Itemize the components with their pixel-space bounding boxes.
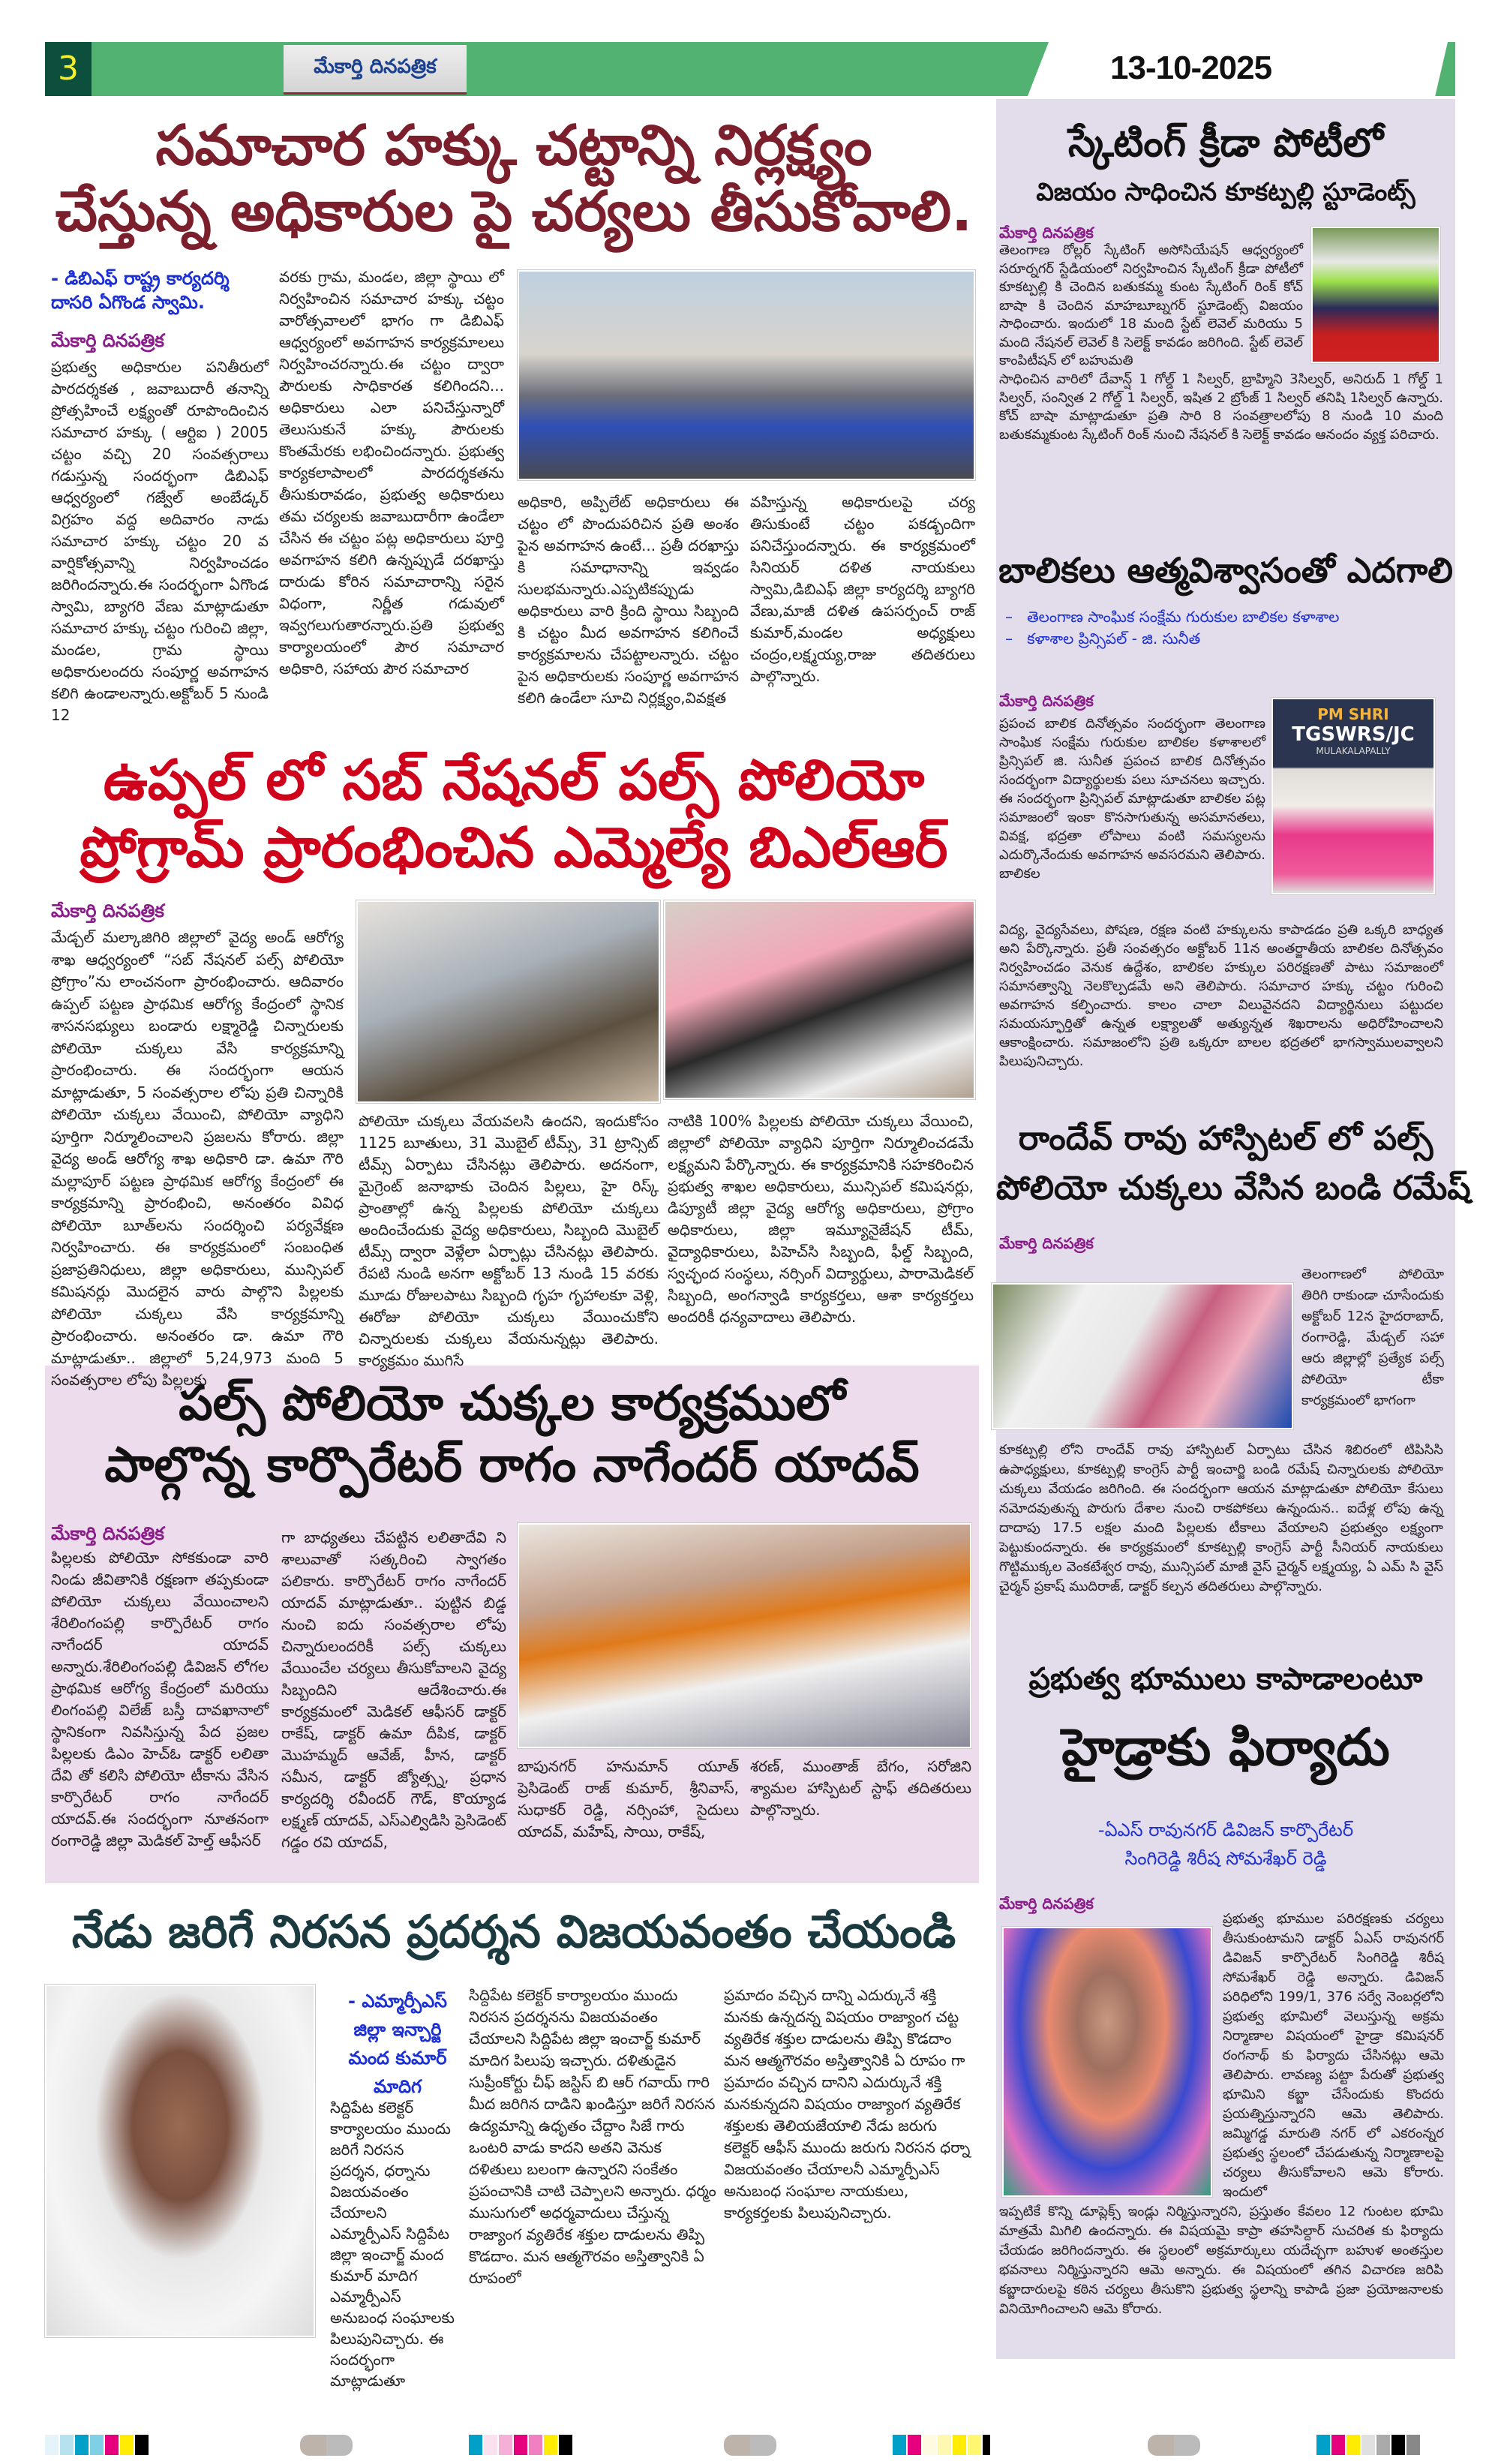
byline: మేకార్తి దినపత్రిక <box>51 900 164 921</box>
article1-col4: వహిస్తున్న అధికారులపై చర్య తిసుకుంటే చట్టం పకడ్బందిగా పనిచేస్తుందన్నారు. ఈ కార్యక్రమంలో సినియర్ దళిత నాయకులు స్వామి,డిబిఎఫ్ జిల్లా కార్యదర్శి బ్యాగరి వేణు,మాజీ దళిత ఉపసర్పంచ్ రాజ్ కుమార్,మండల అధ్యక్షులు చంద్రం,లక్ష్మయ్య,రాజు తదితరులు పాల్గొన్నారు. <box>750 493 975 685</box>
headline-line: పల్స్ పోలియో చుక్కల కార్యక్రములో <box>179 1376 845 1432</box>
article4-subhead: - ఎమ్మార్పీఎస్ జిల్లా ఇన్చార్జి మంద కుమార్ మాదిగ <box>348 1991 447 2097</box>
article3-photo <box>518 1523 971 1748</box>
side4-body-bottom: ఇప్పటికే కొన్ని డూప్లెక్స్ ఇండ్లు నిర్మిస్తున్నారని, ప్రస్తుతం కేవలం 12 గుంటల భూమి మాత్రమే మిగిలి ఉందన్నారు. ఈ విషయమై కాప్రా తహసిల్దార్ సుచరిత కు ఫిర్యాదు చేయడం జరిగిందన్నారు. ఈ స్థలంలో అక్రమార్కులు యదేచ్ఛగా బహుళ అంతస్తుల భవనాలు నిర్మిస్తున్నారని ఆమె అన్నారు. ఈ విషయంలో తగిన విచారణ జరిపి కబ్జాదారులపై కఠిన చర్యలు తీసుకొని ప్రభుత్వ స్థలాన్ని కాపాడి ప్రజా ప్రయోజనాలకు వినియోగించాలని ఆమె కోరారు. <box>999 2204 1443 2317</box>
headline-line: పోలియో చుక్కలు వేసిన బండి రమేష్ <box>996 1169 1471 1207</box>
headline-line: చేస్తున్న అధికారుల పై చర్యలు తీసుకోవాలి. <box>55 179 973 244</box>
article4-col1: సిద్దిపేట కలెక్టర్ కార్యాలయం ముందు జరిగే నిరసన ప్రదర్శన, ధర్నాను విజయవంతం చేయాలని ఎమ్మార్పీఎస్ సిద్దిపేట జిల్లా ఇంచార్జ్ మంద కుమార్ మాదిగ ఎమ్మార్పీఎస్ అనుబంధ సంఘాలకు పిలుపునిచ్చారు. ఈ సందర్భంగా మాట్లాడుతూ <box>330 2099 455 2390</box>
article1-col1: ప్రభుత్వ అధికారుల పనితీరులో పారదర్శకత , జవాబుదారీ తనాన్ని ప్రోత్సహించే లక్ష్యంతో రూపొందించిన సమాచార హక్కు ( ఆర్టిఐ ) 2005 చట్టం వచ్చి 20 సంవత్సరాలు గడుస్తున్న సందర్భంగా డిబిఎఫ్ ఆధ్వర్యంలో గజ్వేల్ అంబేడ్కర్ విగ్రహం వద్ద అదివారం నాడు సమాచార హక్కు చట్టం 20 వ వార్షికోత్సవాన్ని నిర్వహించడం జరిగిందన్నారు.ఈ సందర్భంగా ఏగొండ స్వామి, బ్యాగరి వేణు మాట్లాడుతూ సమాచార హక్కు చట్టం గురించి జిల్లా, మండల, గ్రామ స్థాయి అధికారులందరు సంపూర్ణ అవగాహన కలిగి ఉండాలన్నారు.అక్టోబర్ 5 నుండి 12 <box>51 358 269 724</box>
byline: మేకార్తి దినపత్రిక <box>999 1895 1094 1913</box>
article3-caption-col1: బాపునగర్ హనుమాన్ యూత్ ప్రెసిడెంట్ రాజ్ కుమార్, శ్రీనివాస్, సుధాకర్ రెడ్డి, నర్సింహా, సైదులు యాదవ్, మహేష్, సాయి, రాకేష్, <box>518 1757 739 1840</box>
side4-subhead <box>996 1816 1455 1873</box>
article4-col2: సిద్దిపేట కలెక్టర్ కార్యాలయం ముందు నిరసన ప్రదర్శనను విజయవంతం చేయాలని సిద్దిపేట జిల్లా ఇంచార్జ్ కుమార్ మాదిగ పిలుపు ఇచ్చారు. దళితుడైన సుప్రీంకోర్టు చీఫ్ జస్టిస్ బి ఆర్ గవాయ్ గారి మీద జరిగిన దాడిని ఖండిస్తూ జరిగే నిరసన ఉద్యమాన్ని ఉధృతం చేద్దాం సిజే గారు ఒంటరి వాడు కాదని అతని వెనుక దళితులు బలంగా ఉన్నారని సంకేతం ప్రపంచానికి చాటి చెప్పాలని అన్నారు. ధర్మం ముసుగులో అధర్మవాదులు చేస్తున్న రాజ్యాంగ వ్యతిరేక శక్తుల దాడులను తిప్పి కొడదాం. మన ఆత్మగౌరవం అస్తిత్వానికి ఏ రూపంలో <box>469 1986 716 2287</box>
headline-line: రాందేవ్ రావు హాస్పిటల్ లో పల్స్ <box>1018 1119 1433 1158</box>
article4-headline[interactable]: నేడు జరిగే నిరసన ప్రదర్శన విజయవంతం చేయండి <box>71 1906 956 1958</box>
article3-col2: గా బాధ్యతలు చేపట్టిన లలితాదేవి ని శాలువాతో సత్కరించి స్వాగతం పలికారు. కార్పొరేటర్ రాగం నాగేందర్ యాదవ్ మాట్లాడుతూ.. పుట్టిన బిడ్డ నుంచి ఐదు సంవత్సరాల లోపు చిన్నారులందరికీ పల్స్ చుక్కలు వేయించేల చర్యలు తీసుకోవాలని వైద్య సిబ్బందిని ఆదేశించారు.ఈ కార్యక్రమంలో మెడికల్ ఆఫీసర్ డాక్టర్ రాకేష్, డాక్టర్ ఉమా దీపిక, డాక్టర్ మొహమ్మద్ ఆవేజ్, హీన, డాక్టర్ సమీన, డాక్టర్ జ్యోత్స్న, ప్రధాన కార్యదర్శి రవీందర్ గౌడ్, కొయ్యాడ లక్ష్మణ్ యాదవ్, ఎస్ఎల్విడిసి ప్రెసిడెంట్ గడ్డం రవి యాదవ్, <box>281 1528 506 1851</box>
color-bar <box>1316 2435 1421 2455</box>
byline: మేకార్తి దినపత్రిక <box>999 1234 1094 1252</box>
article2-col1: మేడ్చల్ మల్కాజిగిరి జిల్లాలో వైద్య అండ్ ఆరోగ్య శాఖ ఆధ్వర్యంలో “సబ్ నేషనల్ పల్స్ పోలియో ప్రోగ్రాం”ను లాంచనంగా ప్రారంభించారు. ఆదివారం ఉప్పల్ పట్టణ ప్రాథమిక ఆరోగ్య కేంద్రంలో స్థానిక శాసనసభ్యులు బండారు లక్ష్మారెడ్డి చిన్నారులకు పోలియో చుక్కలు వేసి కార్యక్రమాన్ని ప్రారంభించారు. ఈ సందర్భంగా ఆయన మాట్లాడుతూ, 5 సంవత్సరాల లోపు ప్రతి చిన్నారికి పోలియో చుక్కలు వేయించి, పోలియో వ్యాధిని పూర్తిగా నిర్మూలించాలని ప్రజలను కోరారు. జిల్లా వైద్య అండ్ ఆరోగ్య శాఖ అధికారి డా. ఉమా గౌరి మల్లాపూర్ పట్టణ ప్రాథమిక ఆరోగ్య కేంద్రంలో ఈ కార్యక్రమాన్ని ప్రారంభించి, అనంతరం వివిధ పోలియో బూత్‌లను సందర్శించి పర్యవేక్షణ నిర్వహించారు. ఈ కార్యక్రమంలో సంబంధిత ప్రజాప్రతినిధులు, జిల్లా అధికారులు, మున్సిపల్ కమిషనర్లు మొదలైన వారు పాల్గొని పిల్లలకు పోలియో చుక్కలు వేసి కార్యక్రమాన్ని ప్రారంభించారు. అనంతరం డా. ఉమా గౌరి మాట్లాడుతూ.. జిల్లాలో 5,24,973 మంది 5 సంవత్సరాల లోపు పిల్లలకు <box>51 928 344 1389</box>
page-number: 3 <box>45 42 92 96</box>
side4-corporator-photo <box>1002 1927 1212 2197</box>
color-bar <box>469 2435 574 2455</box>
registration-mark <box>300 2435 353 2456</box>
byline: మేకార్తి దినపత్రిక <box>51 1523 164 1544</box>
article3-caption-col2: శరణ్, ముంతాజ్ బేగం, సరోజిని శ్యామల హాస్పిటల్ స్టాఫ్ తదితరులు పాల్గొన్నారు. <box>750 1757 971 1819</box>
headline-line: సమాచార హక్కు చట్టాన్ని నిర్లక్ష్యం <box>155 113 872 178</box>
side1-headline-line2[interactable]: విజయం సాధించిన కూకట్పల్లి స్టూడెంట్స్ <box>1036 177 1415 206</box>
color-bar <box>45 2435 150 2455</box>
bullet-item: – తెలంగాణ సాంఘిక సంక్షేమ గురుకుల బాలికల కళాశాల <box>1005 608 1340 626</box>
headline-line: ఉప్పల్ లో సబ్ నేషనల్ పల్స్ పోలియో <box>103 748 925 813</box>
side1-body-bottom: సాధించిన వారిలో దేవాన్ష్ 1 గోల్డ్ 1 సిల్వర్, బ్రాహ్మిని 3సిల్వర్, అనిరుద్ 1 గోల్డ్ 1 సిల్వర్, సంన్విత 2 గోల్డ్ 1 సిల్వర్, ఇషిత 2 బ్రోంజ్ 1 సిల్వర్ తనిషి 1సిల్వర్ ఉన్నారు. కోచ్ బాషా మాట్లాడుతూ ప్రతి సారి 8 సంవత్రాలలోపు 8 నుండి 10 మంది బతుకమ్మకుంట స్కేటింగ్ రింక్ నుంచి నేషనల్ కి సెలెక్ట్ కావడం ఆనందం వ్యక్త పరిచారు. <box>999 371 1443 443</box>
byline: మేకార్తి దినపత్రిక <box>999 692 1094 710</box>
newspaper-logo[interactable]: మేకార్తి దినపత్రిక <box>284 45 467 95</box>
article2-photo-right <box>664 900 975 1099</box>
side2-bullets <box>1005 606 1448 650</box>
bullet-text: తెలంగాణ సాంఘిక సంక్షేమ గురుకుల బాలికల కళాశాల <box>1027 608 1340 626</box>
photo-sign-line: MULAKALAPALLY <box>1316 746 1391 756</box>
side2-headline[interactable]: బాలికలు ఆత్మవిశ్వాసంతో ఎదగాలి <box>998 550 1453 590</box>
side4-headline[interactable]: హైడ్రాకు ఫిర్యాదు <box>1061 1718 1390 1777</box>
side2-body-bottom: విద్య, వైద్యసేవలు, పోషణ, రక్షణ వంటి హక్కులను కాపాడడం ప్రతి ఒక్కరి బాధ్యత అని పేర్కొన్నారు. ప్రతీ సంవత్సరం అక్టోబర్ 11న అంతర్జాతీయ బాలికల దినోత్సవం నిర్వహించడం వెనుక ఉద్దేశం, బాలికల హక్కుల పరిరక్షణతో పాటు సమాజంలో సమానత్వాన్ని నెలకొల్పడమే అని తెలిపారు. సమాచార హక్కు చట్టం గురించి అవగాహన కల్పించారు. కాలం చాలా విలువైనదని విద్యార్థినులు పట్టుదల సమయస్ఫూర్తితో ఉన్నత లక్ష్యాలతో అత్యున్నత శిఖరాలను అధిరోహించాలని ఆకాంక్షించారు. సమాజంలోని ప్రతి ఒక్కరూ బాలల భద్రతలో భాగస్వాములవ్వాలని పిలుపునిచ్చారు. <box>999 922 1443 1069</box>
article1-photo <box>518 270 975 480</box>
article1-headline[interactable] <box>45 113 983 245</box>
bullet-item: – కళాశాల ప్రిన్సిపల్ - జి. సునీత <box>1005 630 1201 648</box>
article3-headline[interactable] <box>45 1373 979 1496</box>
article2-photo-left <box>356 900 660 1103</box>
side3-body-top: తెలంగాణలో పోలియో తిరిగి రాకుండా చూసేందుకు అక్టోబర్ 12న హైదరాబాద్, రంగారెడ్డి, మేడ్చల్ సహా ఆరు జిల్లాల్లో ప్రత్యేక పల్స్ పోలియో టీకా కార్యక్రమంలో భాగంగా <box>1301 1267 1444 1408</box>
article4-portrait-photo <box>45 1985 315 2337</box>
side1-headline-line1[interactable]: స్కేటింగ్ క్రీడా పోటీలో <box>1067 121 1384 166</box>
article2-col2: పోలియో చుక్కలు వేయవలసి ఉందని, ఇందుకోసం 1125 బూతులు, 31 మొబైల్ టీమ్స్, 31 ట్రాన్సిట్ టీమ్స్ ఏర్పాటు చేసినట్లు తెలిపారు. అదనంగా, మైగ్రెంట్ జనాభాకు చెందిన పిల్లలు, హై రిస్క్ ప్రాంతాల్లో ఉన్న పిల్లలకు పోలియో చుక్కలు అందించేందుకు వైద్య అధికారులు, సిబ్బంది మొబైల్ టీమ్స్ ద్వారా వెళ్లేలా ఏర్పాట్లు చేసినట్లు తెలిపారు. రేపటి నుండి అనగా అక్టోబర్ 13 నుండి 15 వరకు మూడు రోజులపాటు సిబ్బంది గృహ గృహాలకూ వెళ్లి, ఈరోజు పోలియో చుక్కలు వేయించుకోని చిన్నారులకు చుక్కలు వేయనున్నట్లు తెలిపారు. కార్యక్రమం ముగిసే <box>359 1112 659 1369</box>
article1-col3: అధికారి, అప్పిలేట్ అధికారులు ఈ చట్టం లో పొందుపరిచిన ప్రతి అంశం పైన అవగాహన ఉంటే... ప్రతీ దరఖాస్తు కి సమాధానాన్ని ఇవ్వడం సులభమన్నారు.ఎప్పటికప్పుడు అధికారులు వారి క్రింది స్థాయి సిబ్బంది కి చట్టం మీద అవగాహన కలిగించే కార్యక్రమాలను చేపట్టాలన్నారు. చట్టం పైన అధికారులకు సంపూర్ణ అవగాహన కలిగి ఉండేలా సూచి నిర్లక్ష్యం,వివక్షత <box>518 493 739 707</box>
side4-body-top: ప్రభుత్వ భూముల పరిరక్షణకు చర్యలు తీసుకుంటామని డాక్టర్ ఏఎస్ రావునగర్ డివిజన్ కార్పొరేటర్ సింగిరెడ్డి శిరీష సోమశేఖర్ రెడ్డి అన్నారు. డివిజన్ పరిధిలోని 199/1, 376 సర్వే నెంబర్లలోని ప్రభుత్వ భూమిలో వెలుస్తున్న అక్రమ నిర్మాణాల విషయంలో హైడ్రా కమిషనర్ రంగనాథ్ కు ఫిర్యాదు చేసినట్లు ఆమె తెలిపారు. లావణ్య పట్టా పేరుతో ప్రభుత్వ భూమిని కబ్జా చేసేందుకు కొందరు ప్రయత్నిస్తున్నారని ఆమె తెలిపారు. జమ్మిగడ్డ మారుతి నగర్ లో ఎకరంన్నర ప్రభుత్వ స్థలంలో చేపడుతున్న నిర్మాణాలపై చర్యలు తీసుకోవాలని ఆమె కోరారు. ఇందులో <box>1223 1911 1444 2200</box>
side2-body-top: ప్రపంచ బాలిక దినోత్సవం సందర్భంగా తెలంగాణ సాంఘిక సంక్షేమ గురుకుల బాలికల కళాశాలలో ప్రిన్సిపల్ జి. సునీత ప్రపంచ బాలిక దినోత్సవం సందర్భంగా విద్యార్థులకు పలు సూచనలు ఇచ్చారు. ఈ సందర్భంగా ప్రిన్సిపల్ మాట్లాడుతూ బాలికల పట్ల సమాజంలో ఇంకా కొనసాగుతున్న అసమానతలు, వివక్ష, భద్రతా లోపాలు వంటి సమస్యలను ఎదుర్కొనేందుకు అవగాహన అవసరమని తెలిపారు. బాలికల <box>999 716 1265 882</box>
article1-col2: వరకు గ్రామ, మండల, జిల్లా స్థాయి లో నిర్వహించిన సమాచార హక్కు చట్టం వారోత్సవాలలో భాగం గా డిబిఎఫ్ ఆధ్వర్యంలో అవగాహన కార్యక్రమాలలు నిర్వహించరన్నారు.ఈ చట్టం ద్వారా పౌరులకు సాధికారత కలిగిందని... అధికారులు ఎలా పనిచేస్తున్నారో తెలుసుకునే హక్కు పౌరులకు కొంతమేరకు లభించిందన్నారు. ప్రభుత్వ కార్యకలాపాలలో పారదర్శకతను తీసుకురావడం, ప్రభుత్వ అధికారులు తమ చర్యలకు జవాబుదారీగా ఉండేలా చేసిన ఈ చట్టం పట్ల అధికారులు పూర్తి అవగాహన కలిగి ఉన్నప్పుడే దరఖాస్తు దారుడు కోరిన సమాచారాన్ని సరైన విధంగా, నిర్ణీత గడువులో ఇవ్వగలుగుతారన్నారు.ప్రతి ప్రభుత్వ కార్యాలయంలో పౌర సమాచార అధికారి, సహాయ పౌర సమాచార <box>279 268 504 678</box>
byline: మేకార్తి దినపత్రిక <box>51 330 164 351</box>
side3-body-bottom: కూకట్పల్లి లోని రాందేవ్ రావు హాస్పిటల్ ఏర్పాటు చేసిన శిబిరంలో టిపిసిసి ఉపాధ్యక్షులు, కూకట్పల్లి కాంగ్రెస్ పార్టీ ఇంచార్జి బండి రమేష్ చిన్నారులకు పోలియో చుక్కలు వేయడం జరిగింది. ఈ సందర్భంగా ఆయన మాట్లాడుతూ పోలియో కేసులు నమోదవుతున్న పొరుగు దేశాల నుంచి రాకపోకలు ఉన్నందున.. ఐదేళ్ల లోపు ఉన్న దాదాపు 17.5 లక్షల మంది పిల్లలకు టీకాలు వేయాలని ప్రభుత్వం లక్ష్యంగా పెట్టుకుందన్నారు. ఈ కార్యక్రమంలో కూకట్పల్లి కాంగ్రెస్ పార్టీ సీనియర్ నాయకులు గొట్టిముక్కల వెంకటేశ్వర రావు, మున్సిపల్ మాజీ వైస్ చైర్మన్ లక్ష్మయ్య, ఏ ఎమ్ సి వైస్ చైర్మన్ ప్రకాష్ ముదిరాజ్, డాక్టర్ కల్పన తదితరులు పాల్గొన్నారు. <box>999 1442 1443 1594</box>
article1-subhead: - డిబిఎఫ్ రాష్ట్ర కార్యదర్శి దాసరి ఏగొండ స్వామి. <box>51 268 230 313</box>
headline-line: ప్రోగ్రామ్ ప్రారంభించిన ఎమ్మెల్యే బిఎల్ఆర్ <box>80 816 948 880</box>
photo-sign-line: TGSWRS/JC <box>1292 723 1415 746</box>
side1-skaters-photo <box>1311 227 1440 363</box>
bullet-text: కళాశాల ప్రిన్సిపల్ - జి. సునీత <box>1027 630 1201 648</box>
side3-polio-photo <box>992 1283 1293 1429</box>
article2-headline[interactable] <box>45 747 983 882</box>
issue-date: 13-10-2025 <box>1110 50 1272 86</box>
article2-col3: నాటికి 100% పిల్లలకు పోలియో చుక్కలు వేయించి, జిల్లాలో పోలియో వ్యాధిని పూర్తిగా నిర్మూలించడమే లక్ష్యమని పేర్కొన్నారు. ఈ కార్యక్రమానికి సహకరించిన ప్రభుత్వ శాఖల అధికారులు, మున్సిపల్ కమిషనర్లు, డిప్యూటీ జిల్లా వైద్య ఆరోగ్య అధికారులు, ప్రోగ్రాం అధికారులు, జిల్లా ఇమ్యూనైజేషన్ టీమ్, వైద్యాధికారులు, పిహెచ్‌సి సిబ్బంది, ఫీల్డ్ సిబ్బంది, స్వచ్ఛంద సంస్థలు, నర్సింగ్ విద్యార్థులు, పారామెడికల్ సిబ్బంది, అంగన్వాడి కార్యకర్తలు, ఆశా కార్యకర్తలు అందరికీ ధన్యవాదాలు తెలిపారు. <box>668 1112 974 1326</box>
side4-kicker: ప్రభుత్వ భూములు కాపాడాలంటూ <box>1028 1662 1423 1696</box>
registration-mark <box>1148 2435 1200 2456</box>
article4-col3: ప్రమాదం వచ్చిన దాన్ని ఎదుర్కునే శక్తి మనకు ఉన్నదన్న విషయం రాజ్యాంగ చట్ట వ్యతిరేక శక్తుల దాడులను తిప్పి కొడదాం మన ఆత్మగౌరవం అస్తిత్వానికి ఏ రూపం గా ప్రమాదం వచ్చిన దానిని ఎదుర్కునే శక్తి మనకున్నదని విషయం రాజ్యాంగ వ్యతిరేక శక్తులకు తెలియజేయాలి నేడు జరుగు కలెక్టర్ ఆఫీస్ ముందు జరుగు నిరసన ధర్నా విజయవంతం చేయాలనీ ఎమ్మార్పీఎస్ అనుబంధ సంఘాల నాయకులు, కార్యకర్తలకు పిలుపునిచ్చారు. <box>724 1986 971 2222</box>
registration-mark <box>724 2435 776 2456</box>
article3-col1: పిల్లలకు పోలియో సోకకుండా వారి నిండు జీవితానికి రక్షణగా తప్పకుండా పోలియో చుక్కలు వేయించాలని శేరిలింగంపల్లి కార్పొరేటర్ రాగం నాగేందర్ యాదవ్ అన్నారు.శేరిలింగంపల్లి డివిజన్ లోగల ప్రాథమిక ఆరోగ్య కేంద్రంలో మరియు లింగంపల్లి విలేజ్ బస్తీ దావఖానాలో స్థానికంగా నివసిస్తున్న పేద ప్రజల పిల్లలకు డిఎం హెచ్ఓ డాక్టర్ లలితా దేవి తో కలిసి పోలియో టీకాను వేసిన కార్పొరేటర్ రాగం నాగేందర్ యాదవ్.ఈ సందర్భంగా నూతనంగా రంగారెడ్డి జిల్లా మెడికల్ హెల్త్ ఆఫీసర్ <box>51 1549 269 1850</box>
side1-body-top: తెలంగాణ రోల్లర్ స్కేటింగ్ అసోసియేషన్ ఆధ్వర్యంలో సరూర్నగర్ స్టేడియంలో నిర్వహించిన స్కేటింగ్ క్రీడా పోటీలో కూకట్పల్లి కి చెందిన బతుకమ్మ కుంట స్కేటింగ్ రింక్ కోచ్ బాషా కి చెందిన మాహబూబ్నగర్ స్టూడెంట్స్ విజయం సాధించారు. ఇందులో 18 మంది స్టేట్ లెవెల్ మరియు 5 మంది నేషనల్ లెవెల్ కి సెలెక్ట్ కావడం జరిగింది. స్టేట్ లెవెల్ కాంపిటీషన్ లో బహుమతి <box>999 242 1303 368</box>
byline: మేకార్తి దినపత్రిక <box>999 224 1094 242</box>
side3-headline[interactable] <box>996 1114 1471 1213</box>
headline-line: పాల్గొన్న కార్పొరేటర్ రాగం నాగేందర్ యాదవ్ <box>104 1438 920 1493</box>
side2-principal-photo <box>1271 698 1435 894</box>
subhead-line: సింగిరెడ్డి శిరీష సోమశేఖర్ రెడ్డి <box>1124 1848 1327 1869</box>
color-bar <box>893 2435 992 2455</box>
photo-sign-line: PM SHRI <box>1317 705 1389 723</box>
masthead-bar <box>45 42 1455 96</box>
subhead-line: -ఏఎస్ రావునగర్ డివిజన్ కార్పొరేటర్ <box>1097 1819 1354 1840</box>
